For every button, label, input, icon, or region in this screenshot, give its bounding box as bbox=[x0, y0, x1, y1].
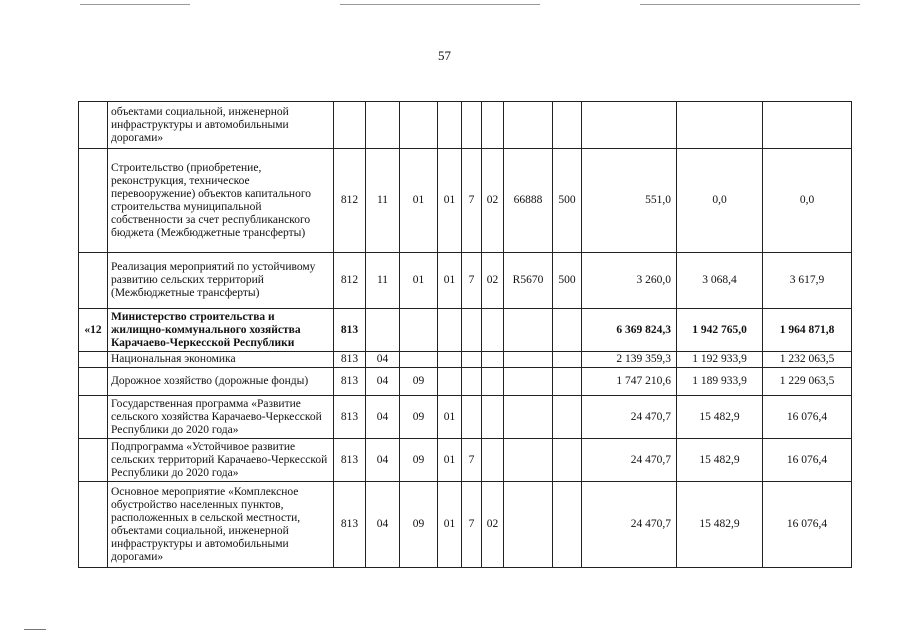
budget-table bbox=[78, 101, 852, 568]
row-name: Подпрограмма «Устойчивое развитие сельских территорий Карачаево-Черкесской Республики до 2020 года» bbox=[108, 439, 334, 482]
subsection-code: 01 bbox=[400, 149, 438, 253]
subprogram-code: 7 bbox=[462, 439, 482, 482]
event-code bbox=[482, 439, 504, 482]
amount-year-1: 2 139 359,3 bbox=[582, 352, 677, 368]
section-code: 04 bbox=[366, 368, 400, 396]
row-number bbox=[79, 482, 108, 568]
admin-code: 813 bbox=[334, 439, 366, 482]
event-code bbox=[482, 396, 504, 439]
program-code: 01 bbox=[438, 396, 462, 439]
amount-year-3: 1 964 871,8 bbox=[763, 309, 852, 352]
direction-code bbox=[504, 396, 553, 439]
event-code: 02 bbox=[482, 482, 504, 568]
amount-year-3: 1 232 063,5 bbox=[763, 352, 852, 368]
subsection-code bbox=[400, 102, 438, 149]
admin-code: 812 bbox=[334, 149, 366, 253]
subprogram-code bbox=[462, 102, 482, 149]
program-code: 01 bbox=[438, 149, 462, 253]
amount-year-3: 0,0 bbox=[763, 149, 852, 253]
amount-year-1: 6 369 824,3 bbox=[582, 309, 677, 352]
subsection-code: 09 bbox=[400, 439, 438, 482]
amount-year-3: 16 076,4 bbox=[763, 396, 852, 439]
program-code: 01 bbox=[438, 439, 462, 482]
amount-year-1: 551,0 bbox=[582, 149, 677, 253]
program-code bbox=[438, 352, 462, 368]
subprogram-code: 7 bbox=[462, 482, 482, 568]
subprogram-code bbox=[462, 396, 482, 439]
section-code: 04 bbox=[366, 352, 400, 368]
expense-type-code bbox=[553, 368, 582, 396]
amount-year-1: 24 470,7 bbox=[582, 482, 677, 568]
amount-year-3: 16 076,4 bbox=[763, 439, 852, 482]
amount-year-2: 1 942 765,0 bbox=[677, 309, 763, 352]
amount-year-1: 1 747 210,6 bbox=[582, 368, 677, 396]
admin-code: 813 bbox=[334, 309, 366, 352]
table-row bbox=[79, 253, 852, 309]
row-number bbox=[79, 253, 108, 309]
direction-code bbox=[504, 439, 553, 482]
section-code bbox=[366, 309, 400, 352]
event-code bbox=[482, 309, 504, 352]
row-number bbox=[79, 352, 108, 368]
program-code bbox=[438, 309, 462, 352]
amount-year-2: 15 482,9 bbox=[677, 396, 763, 439]
expense-type-code bbox=[553, 439, 582, 482]
row-name: Национальная экономика bbox=[108, 352, 334, 368]
subsection-code: 01 bbox=[400, 253, 438, 309]
amount-year-2: 15 482,9 bbox=[677, 439, 763, 482]
amount-year-1: 24 470,7 bbox=[582, 439, 677, 482]
amount-year-1: 24 470,7 bbox=[582, 396, 677, 439]
table-row bbox=[79, 482, 852, 568]
scan-edge-line bbox=[24, 629, 46, 630]
table-row bbox=[79, 439, 852, 482]
event-code: 02 bbox=[482, 149, 504, 253]
amount-year-3: 1 229 063,5 bbox=[763, 368, 852, 396]
section-code: 04 bbox=[366, 439, 400, 482]
section-code: 04 bbox=[366, 482, 400, 568]
amount-year-3: 16 076,4 bbox=[763, 482, 852, 568]
subprogram-code bbox=[462, 309, 482, 352]
direction-code: 66888 bbox=[504, 149, 553, 253]
row-number bbox=[79, 368, 108, 396]
row-name: Министерство строительства и жилищно-коммунального хозяйства Карачаево-Черкесской Республики bbox=[108, 309, 334, 352]
scan-edge-line bbox=[640, 4, 860, 5]
admin-code: 813 bbox=[334, 482, 366, 568]
direction-code bbox=[504, 102, 553, 149]
section-code: 11 bbox=[366, 253, 400, 309]
subprogram-code: 7 bbox=[462, 149, 482, 253]
row-name: объектами социальной, инженерной инфраструктуры и автомобильными дорогами» bbox=[108, 102, 334, 149]
expense-type-code: 500 bbox=[553, 253, 582, 309]
table-row bbox=[79, 309, 852, 352]
section-code: 04 bbox=[366, 396, 400, 439]
amount-year-2 bbox=[677, 102, 763, 149]
table-row bbox=[79, 149, 852, 253]
table-row bbox=[79, 368, 852, 396]
direction-code bbox=[504, 352, 553, 368]
table-row bbox=[79, 396, 852, 439]
expense-type-code bbox=[553, 309, 582, 352]
amount-year-2: 3 068,4 bbox=[677, 253, 763, 309]
row-number bbox=[79, 102, 108, 149]
subprogram-code: 7 bbox=[462, 253, 482, 309]
table-row bbox=[79, 102, 852, 149]
section-code: 11 bbox=[366, 149, 400, 253]
row-name: Дорожное хозяйство (дорожные фонды) bbox=[108, 368, 334, 396]
direction-code bbox=[504, 368, 553, 396]
expense-type-code bbox=[553, 102, 582, 149]
expense-type-code bbox=[553, 396, 582, 439]
subsection-code bbox=[400, 309, 438, 352]
row-number bbox=[79, 396, 108, 439]
subprogram-code bbox=[462, 368, 482, 396]
program-code: 01 bbox=[438, 253, 462, 309]
program-code bbox=[438, 368, 462, 396]
amount-year-1: 3 260,0 bbox=[582, 253, 677, 309]
row-number bbox=[79, 149, 108, 253]
amount-year-3 bbox=[763, 102, 852, 149]
page-number: 57 bbox=[438, 48, 451, 63]
expense-type-code bbox=[553, 482, 582, 568]
event-code: 02 bbox=[482, 253, 504, 309]
row-name: Государственная программа «Развитие сельского хозяйства Карачаево-Черкесской Республики до 2020 года» bbox=[108, 396, 334, 439]
scan-edge-line bbox=[80, 4, 190, 5]
amount-year-2: 1 192 933,9 bbox=[677, 352, 763, 368]
scan-edge-line bbox=[340, 4, 540, 5]
amount-year-2: 1 189 933,9 bbox=[677, 368, 763, 396]
admin-code: 813 bbox=[334, 396, 366, 439]
admin-code: 813 bbox=[334, 352, 366, 368]
expense-type-code: 500 bbox=[553, 149, 582, 253]
amount-year-2: 15 482,9 bbox=[677, 482, 763, 568]
row-name: Строительство (приобретение, реконструкция, техническое перевооружение) объектов капитального строительства муниципальной собственности за счет республиканского бюджета (Межбюджетные трансферты) bbox=[108, 149, 334, 253]
direction-code bbox=[504, 309, 553, 352]
subsection-code: 09 bbox=[400, 368, 438, 396]
program-code bbox=[438, 102, 462, 149]
section-code bbox=[366, 102, 400, 149]
row-name: Реализация мероприятий по устойчивому развитию сельских территорий (Межбюджетные трансферты) bbox=[108, 253, 334, 309]
table-row bbox=[79, 352, 852, 368]
subprogram-code bbox=[462, 352, 482, 368]
direction-code: R5670 bbox=[504, 253, 553, 309]
row-number: «12 bbox=[79, 309, 108, 352]
admin-code: 813 bbox=[334, 368, 366, 396]
direction-code bbox=[504, 482, 553, 568]
event-code bbox=[482, 352, 504, 368]
row-number bbox=[79, 439, 108, 482]
subsection-code: 09 bbox=[400, 396, 438, 439]
amount-year-3: 3 617,9 bbox=[763, 253, 852, 309]
admin-code: 812 bbox=[334, 253, 366, 309]
amount-year-2: 0,0 bbox=[677, 149, 763, 253]
amount-year-1 bbox=[582, 102, 677, 149]
admin-code bbox=[334, 102, 366, 149]
event-code bbox=[482, 102, 504, 149]
row-name: Основное мероприятие «Комплексное обустройство населенных пунктов, расположенных в сельской местности, объектами социальной, инженерной инфраструктуры и автомобильными дорогами» bbox=[108, 482, 334, 568]
expense-type-code bbox=[553, 352, 582, 368]
subsection-code bbox=[400, 352, 438, 368]
event-code bbox=[482, 368, 504, 396]
subsection-code: 09 bbox=[400, 482, 438, 568]
program-code: 01 bbox=[438, 482, 462, 568]
